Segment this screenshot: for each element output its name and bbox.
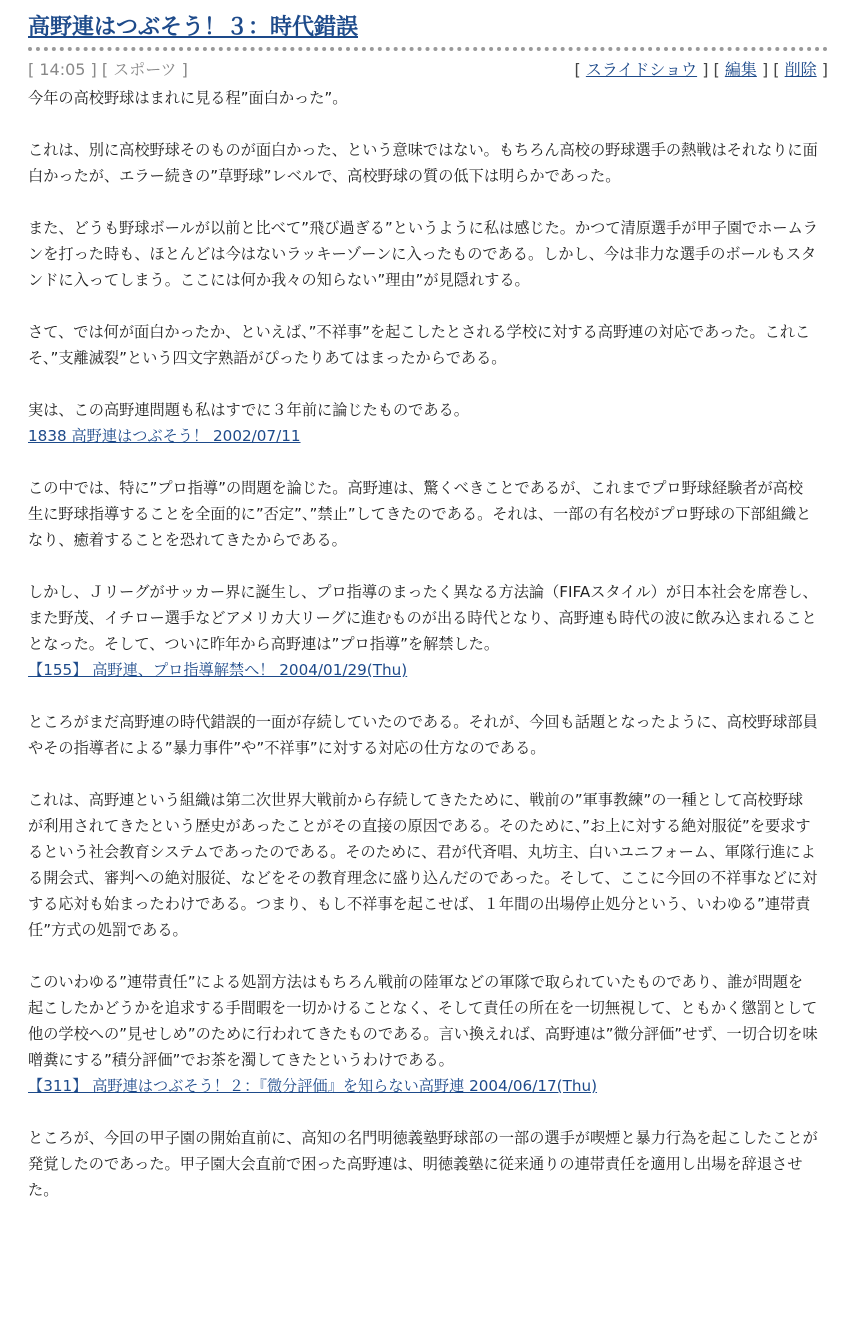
delete-link[interactable]: 削除 — [784, 59, 817, 79]
post-actions — [575, 57, 828, 80]
paragraph: これは、別に高校野球そのものが面白かった、という意味ではない。もちろん高校の野球選手の熱戦はそれなりに面白かったが、エラー続きの”草野球”レベルで、高校野球の質の低下は明らかであった。 — [28, 141, 818, 185]
paragraph: 実は、この高野連問題も私はすでに３年前に論じたものである。 — [28, 401, 469, 419]
meta-left — [28, 57, 188, 80]
paragraph: これは、高野連という組織は第二次世界大戦前から存続してきたために、戦前の”軍事教練”の一種として高校野球が利用されてきたという歴史があったことがその直接の原因である。そのために、”お上に対する絶対服従”を要求するという社会教育システムであったのである。そのために、君が代斉唱、丸坊主、白いユニフォーム、軍隊行進による開会式、審判への絶対服従、などをその教育理念に盛り込んだのであった。そして、ここに今回の不祥事などに対する応対も始まったわけである。つまり、もし不祥事を起こせば、１年間の出場停止処分という、いわゆる”連帯責任”方式の処罰である。 — [28, 791, 818, 939]
paragraph: しかし、Ｊリーグがサッカー界に誕生し、プロ指導のまったく異なる方法論（FIFAスタイル）が日本社会を席巻し、また野茂、イチロー選手などアメリカ大リーグに進むものが出る時代となり、高野連も時代の波に飲み込まれることとなった。そして、ついに昨年から高野連は”プロ指導”を解禁した。 — [28, 583, 818, 653]
paragraph: また、どうも野球ボールが以前と比べて”飛び過ぎる”というように私は感じた。かつて清原選手が甲子園でホームランを打った時も、ほとんどは今はないラッキーゾーンに入ったものである。しかし、今は非力な選手のボールもスタンドに入ってしまう。ここには何か我々の知らない”理由”が見隠れする。 — [28, 219, 818, 289]
paragraph: 今年の高校野球はまれに見る程”面白かった”。 — [28, 89, 348, 107]
paragraph: このいわゆる”連帯責任”による処罰方法はもちろん戦前の陸軍などの軍隊で取られていたものであり、誰が問題を起こしたかどうかを追求する手間暇を一切かけることなく、そして責任の所在を一切無視して、ともかく懲罰として他の学校への”見せしめ”のために行われてきたものである。言い換えれば、高野連は”微分評価”せず、一切合切を味噌糞にする”積分評価”でお茶を濁してきたというわけである。 — [28, 973, 818, 1069]
bracket-open: [ — [574, 59, 581, 79]
reference-link-155[interactable]: 【155】 高野連、プロ指導解禁へ！ 2004/01/29(Thu) — [28, 661, 408, 679]
paragraph: さて、では何が面白かったか、といえば、”不祥事”を起こしたとされる学校に対する高野連の対応であった。これこそ、”支離滅裂”という四文字熟語がぴったりあてはまったからである。 — [28, 323, 811, 367]
paragraph: この中では、特に”プロ指導”の問題を論じた。高野連は、驚くべきことであるが、これまでプロ野球経験者が高校生に野球指導することを全面的に”否定”、”禁止”してきたのである。それは、一部の有名校がプロ野球の下部組織となり、癒着することを恐れてきたからである。 — [28, 479, 812, 549]
meta-row — [28, 51, 828, 85]
article-body — [28, 85, 818, 1203]
post-category: [ スポーツ ] — [101, 59, 188, 79]
reference-link-1838[interactable]: 1838 高野連はつぶそう！ 2002/07/11 — [28, 427, 301, 445]
reference-link-311[interactable]: 【311】 高野連はつぶそう！２：『微分評価』を知らない高野連 2004/06/17(Thu) — [28, 1077, 598, 1095]
article-title-link[interactable]: 高野連はつぶそう！３：時代錯誤 — [28, 15, 359, 40]
bracket-sep: ] [ — [761, 59, 780, 79]
bracket-sep: ] [ — [702, 59, 720, 79]
edit-link[interactable]: 編集 — [724, 59, 757, 79]
paragraph: ところがまだ高野連の時代錯誤的一面が存続していたのである。それが、今回も話題となったように、高校野球部員やその指導者による”暴力事件”や”不祥事”に対する対応の仕方なのである。 — [28, 713, 818, 757]
post-time: [ 14:05 ] — [28, 59, 97, 79]
paragraph: ところが、今回の甲子園の開始直前に、高知の名門明徳義塾野球部の一部の選手が喫煙と暴力行為を起こしたことが発覚したのであった。甲子園大会直前で困った高野連は、明徳義塾に従来通りの連帯責任を適用し出場を辞退させた。 — [28, 1129, 818, 1199]
slideshow-link[interactable]: スライドショウ — [585, 59, 698, 79]
bracket-close: ] — [821, 59, 828, 79]
